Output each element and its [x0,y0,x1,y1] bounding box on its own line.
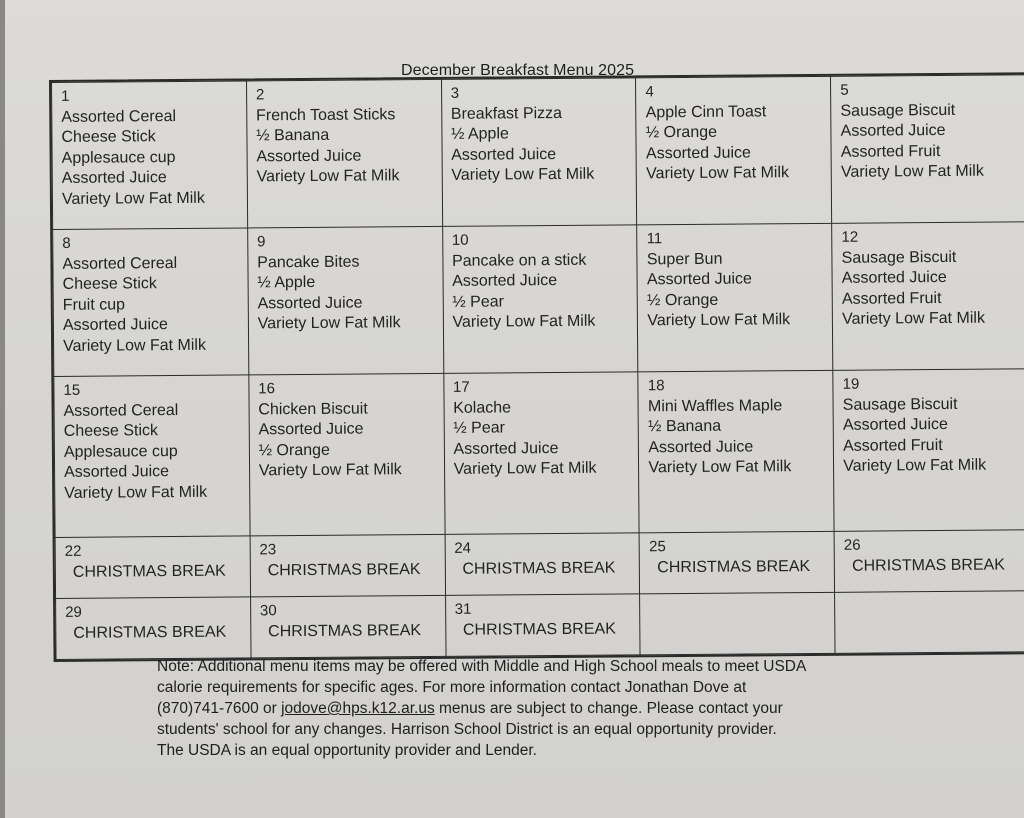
day-cell [443,372,639,535]
menu-item: Super Bun [646,250,723,268]
menu-item: Variety Low Fat Milk [63,336,207,355]
menu-item: Variety Low Fat Milk [258,461,402,480]
menu-item: Assorted Juice [61,169,167,187]
day-cell [445,533,640,596]
break-label: CHRISTMAS BREAK [462,620,616,639]
menu-item: ½ Orange [645,123,718,142]
email-link[interactable]: jodove@hps.k12.ar.us [281,700,435,717]
empty-cell [835,591,1024,654]
menu-item: Assorted Juice [62,316,168,334]
menu-calendar [49,72,1024,662]
note-line: students' school for any changes. Harrison School District is an equal opportunity provider. [157,721,777,738]
menu-item: Variety Low Fat Milk [451,165,595,184]
day-number: 16 [258,380,275,398]
week-row [55,530,1024,599]
menu-item: Chicken Biscuit [258,400,368,418]
day-number: 12 [841,228,859,246]
menu-item: Variety Low Fat Milk [453,459,597,478]
menu-item: Assorted Juice [648,437,754,456]
menu-item: Breakfast Pizza [450,104,563,123]
menu-item: ½ Orange [647,291,719,309]
break-label: CHRISTMAS BREAK [268,621,422,640]
menu-item: Sausage Biscuit [841,248,957,267]
week-row [54,369,1024,538]
phone-text: (870)741-7600 or [157,700,282,717]
day-number: 31 [454,600,472,618]
menu-item: Assorted Juice [452,272,558,290]
day-cell [445,594,640,657]
day-number: 23 [259,541,277,559]
day-cell [442,225,638,374]
week-row [53,222,1024,377]
menu-item: Mini Waffles Maple [647,396,783,415]
day-cell [832,222,1024,371]
menu-item: Cheese Stick [62,275,157,293]
day-cell [834,530,1024,593]
menu-item: Sausage Biscuit [842,395,958,414]
menu-item: Variety Low Fat Milk [840,162,984,181]
day-cell [636,76,832,225]
day-cell [249,373,445,536]
menu-item: ½ Pear [453,419,506,437]
menu-item: ½ Pear [452,292,505,311]
day-cell [52,81,248,230]
menu-item: Assorted Fruit [840,142,941,161]
break-label: CHRISTMAS BREAK [851,556,1006,575]
day-cell [639,531,834,594]
day-number: 4 [645,83,654,101]
day-number: 17 [452,378,470,396]
day-cell [441,78,637,227]
menu-item: Variety Low Fat Milk [64,483,208,502]
menu-item: Cheese Stick [61,128,156,146]
break-label: CHRISTMAS BREAK [72,562,226,581]
day-cell [56,597,251,660]
menu-item: Variety Low Fat Milk [256,167,400,186]
menu-item: ½ Apple [450,125,509,143]
menu-item: Pancake on a stick [451,251,587,270]
menu-item: Applesauce cup [63,442,178,461]
day-number: 1 [61,87,70,105]
note-text: menus are subject to change. Please contact your [434,700,783,717]
menu-item: Assorted Juice [258,420,364,439]
day-number: 26 [843,536,861,554]
note-line: calorie requirements for specific ages. For more information contact Jonathan Dove at [157,679,747,696]
day-number: 11 [646,230,663,248]
menu-item: ½ Banana [256,126,330,145]
day-cell [55,536,250,599]
day-number [649,597,825,598]
day-number: 19 [842,375,860,393]
menu-item: Assorted Fruit [843,436,943,455]
menu-item: ½ Orange [258,441,330,459]
day-number: 10 [451,231,469,249]
menu-item: Assorted Juice [646,270,752,289]
menu-item: Variety Low Fat Milk [452,312,596,331]
note-line: Note: Additional menu items may be offered with Middle and High School meals to meet USDA [157,658,807,675]
menu-item: Applesauce cup [61,148,176,167]
menu-item: Assorted Juice [453,439,559,458]
menu-item: ½ Apple [257,273,316,292]
day-number: 8 [62,234,71,252]
menu-item: Assorted Juice [841,268,947,287]
menu-item: Assorted Juice [840,121,946,140]
break-label: CHRISTMAS BREAK [657,557,811,576]
menu-item: Assorted Cereal [63,401,179,420]
day-number: 5 [840,81,849,99]
menu-item: Variety Low Fat Milk [842,309,986,328]
menu-item: Apple Cinn Toast [645,102,767,121]
menu-item: Variety Low Fat Milk [648,458,792,477]
menu-title: December Breakfast Menu 2025 [401,62,635,79]
day-cell [54,375,250,538]
day-number: 29 [65,603,82,621]
menu-item: Kolache [453,398,512,417]
day-number: 9 [257,233,266,251]
menu-item: Pancake Bites [257,253,360,271]
day-cell [833,369,1024,532]
menu-item: Fruit cup [62,295,126,314]
note-line: The USDA is an equal opportunity provider and Lender. [157,742,537,759]
menu-item: Assorted Juice [256,147,362,165]
menu-item: Variety Low Fat Milk [647,311,791,330]
menu-paper [5,0,1024,818]
empty-cell [640,592,835,655]
menu-item: Variety Low Fat Milk [646,164,790,183]
menu-item: Variety Low Fat Milk [843,456,987,475]
day-number: 3 [450,84,460,102]
menu-item: Assorted Juice [842,415,948,434]
day-number: 22 [64,542,82,560]
day-cell [246,79,442,228]
menu-item: Variety Low Fat Milk [61,189,205,208]
menu-item: Assorted Juice [645,143,751,162]
note-line [157,698,937,719]
week-row [56,591,1024,660]
menu-item: Assorted Juice [64,463,170,481]
day-number: 15 [63,381,81,399]
menu-item: Assorted Cereal [62,254,178,273]
menu-item: Assorted Juice [257,294,363,312]
day-number [844,595,1020,596]
break-label: CHRISTMAS BREAK [267,560,421,579]
menu-item: Variety Low Fat Milk [257,314,401,333]
menu-item: Assorted Fruit [841,289,942,308]
menu-item: French Toast Sticks [256,105,396,124]
day-cell [250,595,445,658]
day-cell [53,228,249,377]
day-number: 18 [647,377,665,395]
menu-item: Cheese Stick [63,422,159,440]
day-cell [250,534,445,597]
menu-item: Assorted Cereal [61,107,177,126]
break-label: CHRISTMAS BREAK [73,623,227,642]
day-number: 30 [259,602,277,620]
day-cell [638,370,834,533]
week-row [52,75,1024,230]
day-cell [247,226,443,375]
day-cell [831,75,1024,224]
footer-note [157,656,937,761]
menu-item: ½ Banana [648,417,722,436]
day-number: 25 [649,538,666,556]
break-label: CHRISTMAS BREAK [462,559,616,578]
day-cell [637,223,833,372]
menu-item: Sausage Biscuit [840,101,956,120]
menu-item: Assorted Juice [451,145,557,164]
day-number: 2 [255,86,265,104]
day-number: 24 [454,539,472,557]
